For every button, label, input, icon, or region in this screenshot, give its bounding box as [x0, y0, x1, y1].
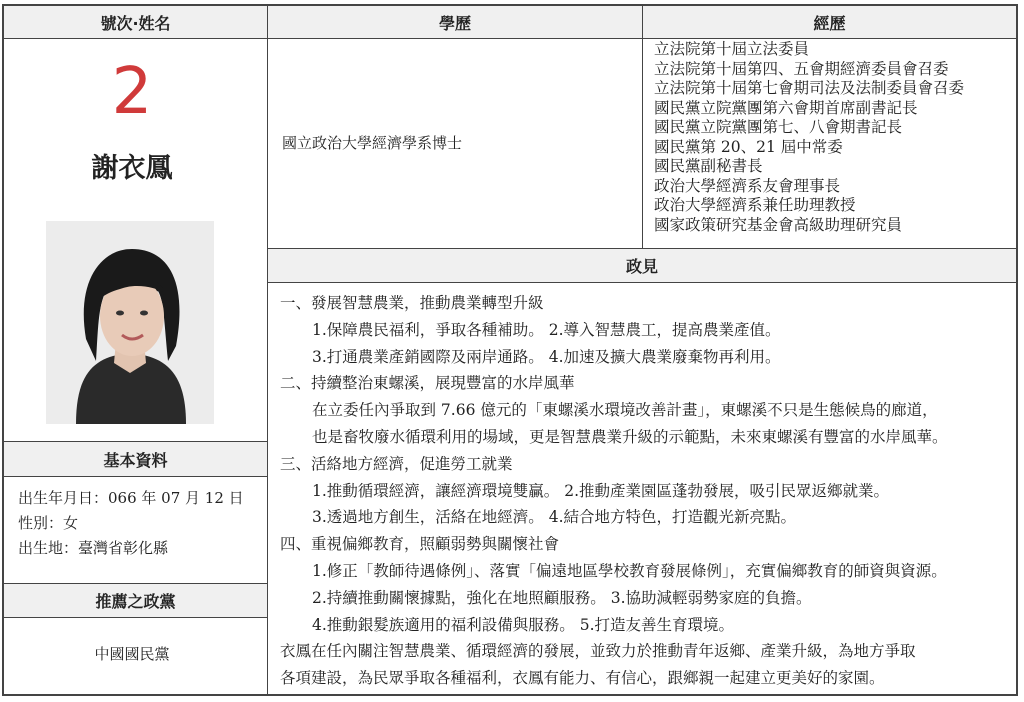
- experience-item: 國民黨立院黨團第六會期首席副書記長: [654, 98, 918, 117]
- header-policy: 政見: [268, 249, 1016, 282]
- experience-item: 立法院第十屆立法委員: [654, 40, 810, 58]
- policy-item: 1.修正「教師待遇條例」、落實「偏遠地區學校教育發展條例」，充實偏鄉教育的師資與資源。: [312, 561, 947, 580]
- experience-item: 國民黨副秘書長: [654, 157, 763, 175]
- party-name: 中國國民黨: [94, 645, 170, 663]
- policy-list: [280, 290, 1014, 692]
- header-experience: 經歷: [643, 6, 1016, 38]
- policy-item: 1.推動循環經濟，讓經濟環境雙贏。 2.推動產業園區蓬勃發展，吸引民眾返鄉就業。: [312, 481, 890, 500]
- policy-item: 3.打通農業產銷國際及兩岸通路。 4.加速及擴大農業廢棄物再利用。: [312, 347, 781, 366]
- experience-item: 政治大學經濟系兼任助理教授: [654, 196, 856, 214]
- experience-item: 立法院第十屆第七會期司法及法制委員會召委: [654, 79, 965, 97]
- basic-info: [18, 486, 244, 561]
- policy-item: 3.透過地方創生，活絡在地經濟。 4.結合地方特色，打造觀光新亮點。: [312, 508, 797, 527]
- policy-heading: 四、重視偏鄉教育，照顧弱勢與關懷社會: [280, 535, 560, 554]
- experience-item: 國民黨立院黨團第七、八會期書記長: [654, 118, 903, 136]
- birthplace: 出生地：臺灣省彰化縣: [18, 539, 169, 557]
- divider: [3, 617, 267, 618]
- experience-item: 國家政策研究基金會高級助理研究員: [654, 215, 903, 234]
- experience-item: 國民黨第 20、21 屆中常委: [654, 137, 843, 156]
- divider: [267, 282, 1017, 283]
- policy-item: 2.持續推動關懷據點，強化在地照顧服務。 3.協助減輕弱勢家庭的負擔。: [312, 588, 812, 607]
- experience-item: 立法院第十屆第四、五會期經濟委員會召委: [654, 59, 949, 78]
- education-text: 國立政治大學經濟學系博士: [282, 134, 463, 152]
- candidate-name: 謝衣鳳: [91, 153, 173, 184]
- policy-heading: 三、活絡地方經濟，促進勞工就業: [280, 454, 513, 473]
- divider: [3, 38, 1017, 39]
- divider: [3, 476, 267, 477]
- policy-heading: 二、持續整治東螺溪，展現豐富的水岸風華: [280, 374, 575, 393]
- policy-summary: 衣鳳在任內關注智慧農業、循環經濟的發展，並致力於推動青年返鄉、產業升級，為地方爭取: [280, 642, 916, 661]
- policy-item: 也是畜牧廢水循環利用的場域，更是智慧農業升級的示範點，未來東螺溪有豐富的水岸風華。: [312, 427, 948, 446]
- policy-item: 4.推動銀髮族適用的福利設備與服務。 5.打造友善生育環境。: [312, 615, 735, 634]
- candidate-photo: [46, 221, 214, 424]
- header-basic-info: 基本資料: [4, 442, 267, 476]
- policy-item: 在立委任內爭取到 7.66 億元的「東螺溪水環境改善計畫」，東螺溪不只是生態候鳥的廊道，: [312, 401, 938, 420]
- birth-date: 出生年月日：066 年 07 月 12 日: [18, 489, 244, 507]
- header-number-name: 號次·姓名: [4, 6, 267, 38]
- candidate-number: 2: [111, 55, 153, 129]
- divider: [267, 5, 268, 695]
- policy-heading: 一、發展智慧農業，推動農業轉型升級: [280, 294, 544, 312]
- policy-summary: 各項建設，為民眾爭取各種福利，衣鳳有能力、有信心，跟鄉親一起建立更美好的家園。: [280, 669, 885, 688]
- gender: 性別：女: [18, 514, 79, 532]
- experience-item: 政治大學經濟系友會理事長: [654, 176, 841, 195]
- header-education: 學歷: [268, 6, 642, 38]
- header-party: 推薦之政黨: [4, 584, 267, 617]
- divider: [642, 5, 643, 248]
- experience-list: [654, 40, 964, 235]
- policy-item: 1.保障農民福利，爭取各種補助。 2.導入智慧農工，提高農業產值。: [312, 320, 781, 339]
